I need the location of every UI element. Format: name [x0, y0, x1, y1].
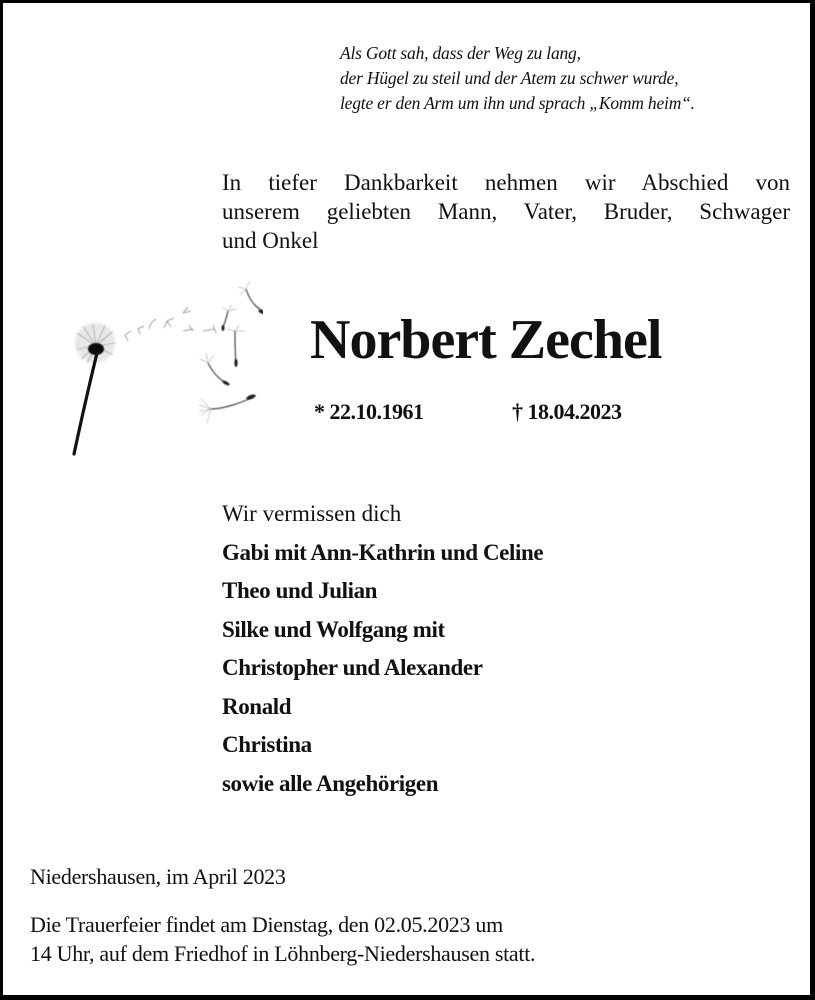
mourners-block [222, 495, 543, 803]
poem-line: der Hügel zu steil und der Atem zu schwer wurde, [340, 68, 679, 88]
intro-line: In tiefer Dankbarkeit nehmen wir Abschied von [222, 170, 790, 195]
mourner-line: Ronald [222, 693, 292, 719]
mourner-line: Silke und Wolfgang mit [222, 616, 445, 642]
life-dates [314, 399, 622, 425]
intro-line: und Onkel [222, 228, 319, 253]
mourners-heading: Wir vermissen dich [222, 501, 402, 526]
death-date: † 18.04.2023 [512, 399, 622, 424]
poem-line: Als Gott sah, dass der Weg zu lang, [340, 43, 581, 63]
birth-date: * 22.10.1961 [314, 399, 424, 424]
mourner-line: sowie alle Angehörigen [222, 770, 439, 796]
mourner-line: Gabi mit Ann-Kathrin und Celine [222, 539, 544, 565]
poem-verse [340, 41, 800, 116]
service-line: 14 Uhr, auf dem Friedhof in Löhnberg-Niedershausen statt. [30, 941, 536, 966]
intro-text [222, 168, 790, 255]
service-line: Die Trauerfeier findet am Dienstag, den 02.05.2023 um [30, 912, 503, 937]
mourner-line: Christina [222, 732, 312, 757]
funeral-service-info [30, 910, 535, 968]
place-date: Niedershausen, im April 2023 [30, 864, 286, 889]
deceased-name: Norbert Zechel [310, 309, 662, 371]
intro-line: unserem geliebten Mann, Vater, Bruder, Schwager [222, 199, 790, 224]
poem-line: legte er den Arm um ihn und sprach „Komm heim“. [340, 93, 695, 113]
mourner-line: Theo und Julian [222, 578, 378, 603]
dandelion-icon [63, 271, 263, 461]
obituary-notice [3, 3, 810, 995]
mourner-line: Christopher und Alexander [222, 655, 483, 680]
